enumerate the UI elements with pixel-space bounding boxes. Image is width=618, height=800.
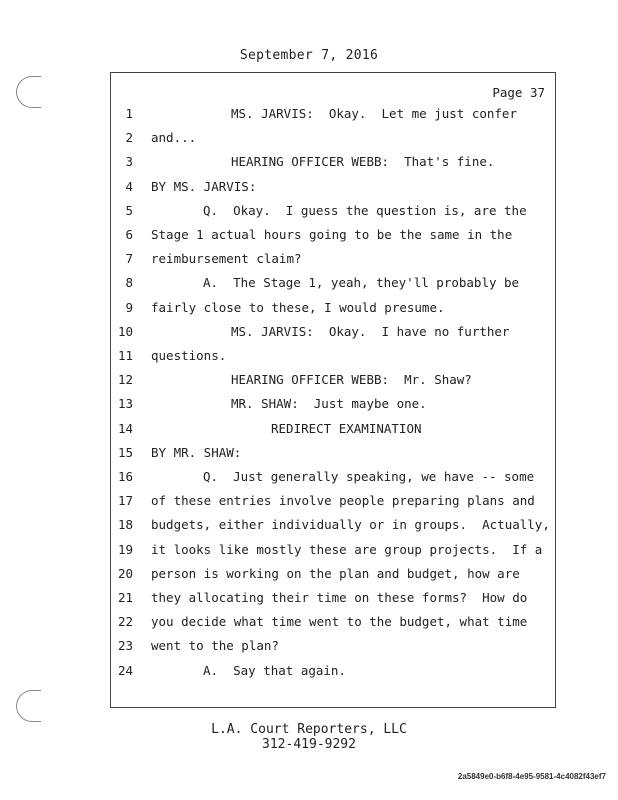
line-number: 4: [125, 178, 133, 194]
line-text: questions.: [151, 348, 227, 363]
transcript-line: [111, 467, 555, 487]
line-text: MS. JARVIS: Okay. Let me just confer: [231, 106, 517, 121]
line-text: Q. Okay. I guess the question is, are the: [203, 202, 527, 218]
line-number: 6: [125, 227, 133, 242]
line-number: 21: [117, 590, 133, 605]
transcript-line: [111, 394, 555, 414]
transcript-line: [111, 636, 555, 656]
footer: [0, 722, 618, 752]
line-text: person is working on the plan and budget, how are: [151, 565, 520, 581]
line-number: 3: [125, 154, 133, 170]
line-number: 12: [117, 372, 133, 388]
line-text: A. Say that again.: [203, 662, 346, 678]
line-number: 5: [125, 202, 133, 218]
line-number: 24: [117, 662, 133, 678]
line-text: HEARING OFFICER WEBB: That's fine.: [231, 154, 495, 170]
transcript-line: [111, 177, 555, 197]
line-text: budgets, either individually or in groups. Actually,: [151, 517, 550, 533]
line-text: BY MS. JARVIS:: [151, 178, 257, 194]
line-text: went to the plan?: [151, 638, 279, 654]
punch-hole-mark-top: [16, 76, 41, 108]
line-number: 16: [117, 469, 133, 484]
line-text: you decide what time went to the budget, what time: [151, 614, 528, 630]
line-number: 2: [125, 130, 133, 146]
transcript-line: [111, 370, 555, 390]
transcript-line: [111, 152, 555, 172]
line-text: reimbursement claim?: [151, 251, 302, 267]
line-text: fairly close to these, I would presume.: [151, 299, 445, 315]
transcript-line: [111, 104, 555, 124]
line-number: 20: [117, 565, 133, 581]
transcript-line: [111, 515, 555, 535]
line-number: 7: [125, 251, 133, 267]
transcript-line: [111, 201, 555, 221]
line-number: 10: [117, 323, 133, 339]
transcript-page-frame: [110, 72, 556, 708]
line-number: 19: [117, 541, 133, 557]
transcript-line: [111, 273, 555, 293]
line-text: MS. JARVIS: Okay. I have no further: [231, 323, 510, 339]
line-number: 18: [117, 517, 133, 533]
transcript-line: [111, 661, 555, 681]
transcript-line: [111, 443, 555, 463]
transcript-lines: [111, 73, 555, 707]
transcript-line: [111, 588, 555, 608]
page-number: Page 37: [492, 85, 545, 100]
line-text: and...: [151, 130, 197, 146]
transcript-line: [111, 298, 555, 318]
line-text: MR. SHAW: Just maybe one.: [231, 396, 427, 412]
line-text: Q. Just generally speaking, we have -- some: [203, 469, 535, 484]
punch-hole-mark-bottom: [16, 690, 41, 722]
transcript-date-header: September 7, 2016: [239, 48, 379, 63]
transcript-line: [111, 249, 555, 269]
transcript-line: [111, 419, 555, 439]
transcript-line: [111, 225, 555, 245]
line-text: A. The Stage 1, yeah, they'll probably be: [203, 275, 520, 291]
line-number: 22: [117, 614, 133, 630]
court-reporter-phone: 312-419-9292: [262, 737, 356, 752]
line-number: 11: [117, 348, 133, 363]
court-reporter-company: L.A. Court Reporters, LLC: [211, 722, 407, 737]
line-number: 15: [117, 444, 133, 460]
line-number: 13: [117, 396, 133, 412]
line-number: 17: [117, 493, 133, 509]
line-number: 8: [125, 275, 133, 291]
line-number: 23: [117, 638, 133, 654]
transcript-line: [111, 322, 555, 342]
transcript-line: [111, 346, 555, 366]
document-id: 2a5849e0-b6f8-4e95-9581-4c4082f43ef7: [457, 772, 606, 781]
line-text: it looks like mostly these are group projects. If a: [151, 541, 543, 557]
transcript-line: [111, 491, 555, 511]
line-text: they allocating their time on these forms? How do: [151, 590, 528, 605]
transcript-line: [111, 564, 555, 584]
line-text: of these entries involve people preparing plans and: [151, 493, 535, 509]
transcript-line: [111, 128, 555, 148]
line-text: Stage 1 actual hours going to be the same in the: [151, 227, 513, 242]
line-number: 1: [125, 106, 133, 121]
line-text: HEARING OFFICER WEBB: Mr. Shaw?: [231, 372, 472, 388]
line-number: 9: [125, 299, 133, 315]
line-text: BY MR. SHAW:: [151, 444, 242, 460]
transcript-line: [111, 612, 555, 632]
line-number: 14: [117, 420, 133, 436]
transcript-line: [111, 540, 555, 560]
line-text: REDIRECT EXAMINATION: [271, 420, 422, 436]
